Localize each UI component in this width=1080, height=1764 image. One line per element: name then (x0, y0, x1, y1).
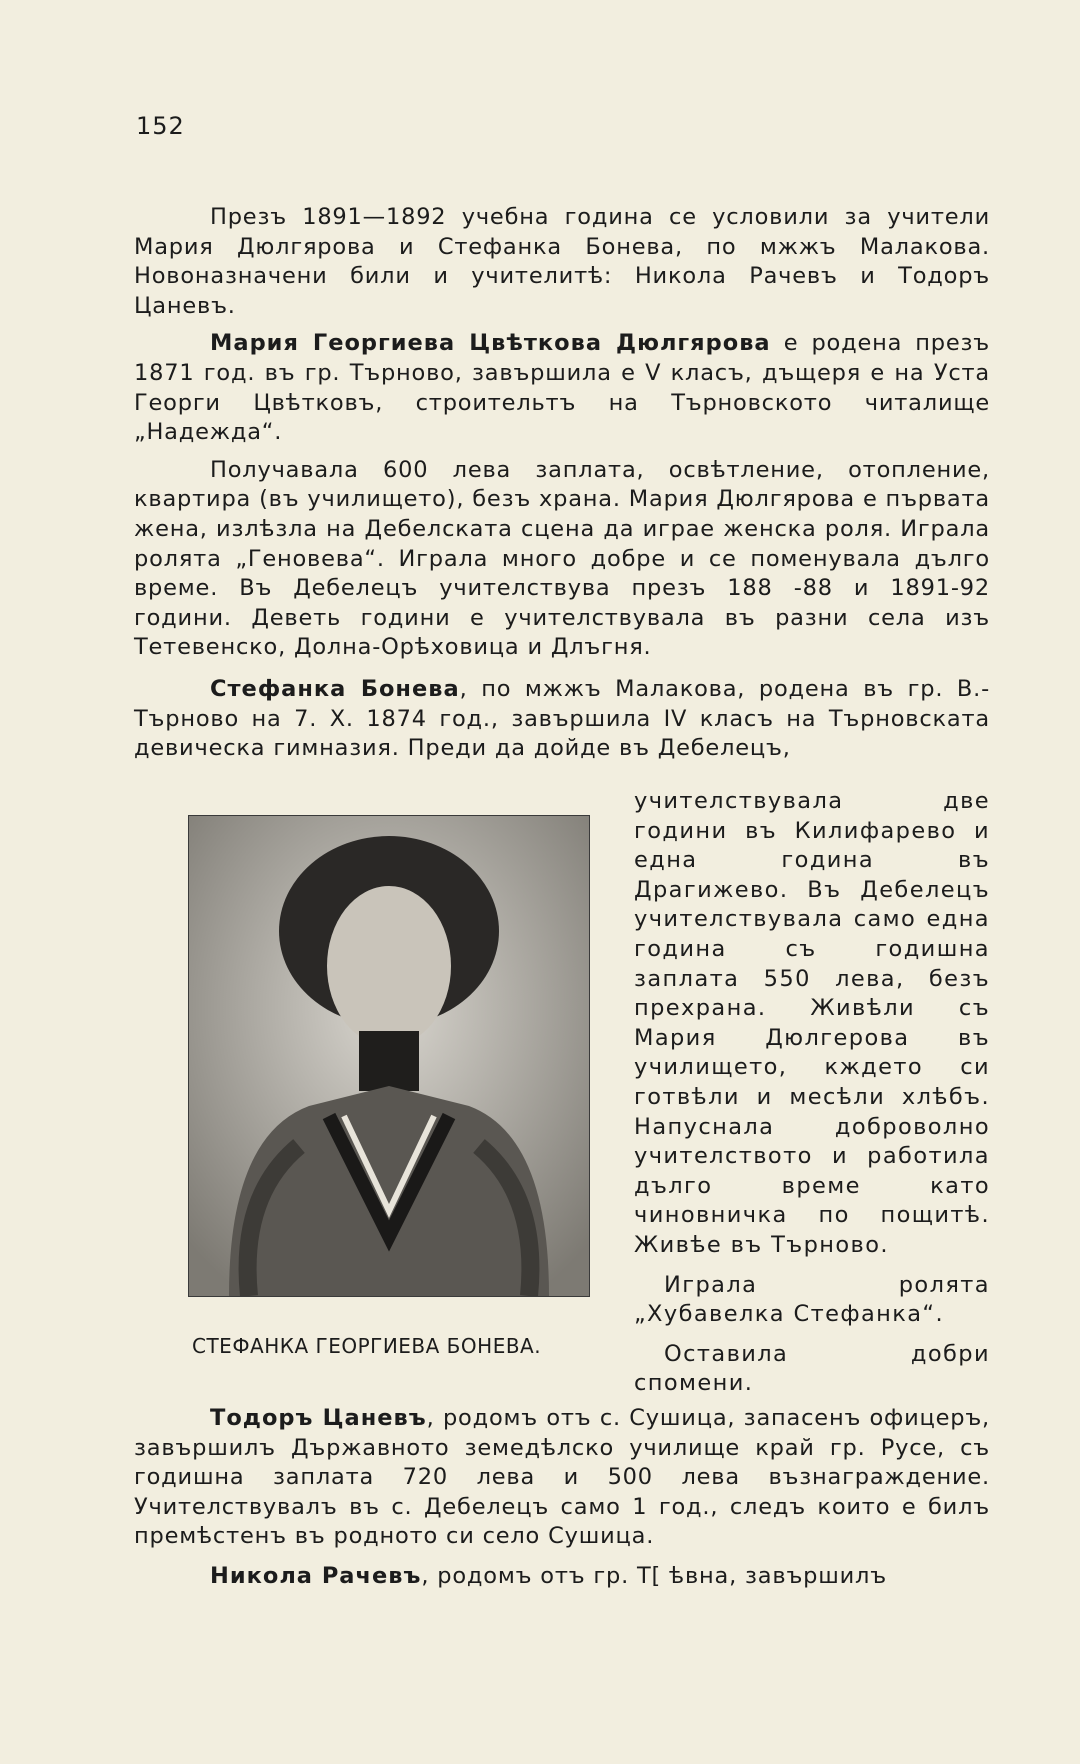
paragraph-1: Презъ 1891—1892 учебна година се условили за учители Мария Дюлгярова и Стефанка Бонева, по мжжъ Малакова. Новоназначени били и учителитѣ: Никола Рачевъ и Тодоръ Цаневъ. (134, 204, 990, 319)
paragraph-6-text: , родомъ отъ гр. Т[ ѣвна, завършилъ (421, 1562, 887, 1589)
paragraph-4-text: , по мжжъ Малакова, родена въ гр. В.-Търново на 7. Х. 1874 год., завършила IV класъ на Търновската девическа гимназия. Преди да дойде въ Дебелецъ, (134, 675, 990, 762)
portrait-image (189, 816, 589, 1296)
photo-caption: СТЕФАНКА ГЕОРГИЕВА БОНЕВА. (192, 1334, 542, 1358)
paragraph-5 (134, 1404, 990, 1552)
person-name: Тодоръ Цаневъ (210, 1405, 427, 1431)
paragraph-5-text: , родомъ отъ с. Сушица, запасенъ офицеръ, завършилъ Държавното земедѣлско училище край гр. Русе, съ годишна заплата 720 лева и 500 лева възнаграждение. Учителствувалъ въ с. Дебелецъ само 1 год., следъ които е билъ премѣстенъ въ родното си село Сушица. (134, 1405, 990, 1550)
person-name: Мария Георгиева Цвѣткова Дюлгярова (210, 330, 771, 357)
side-column (634, 787, 990, 1399)
side-paragraph-2: Играла ролята „Хубавелка Стефанка“. (634, 1271, 990, 1328)
paragraph-4 (134, 675, 990, 764)
paragraph-3: Получавала 600 лева заплата, освѣтление, отопление, квартира (въ училището), безъ храна. Мария Дюлгярова е първата жена, излѣзла на Дебелската сцена да играе женска роля. Играла ролята „Геновева“. Играла много добре и се поменувала дълго време. Въ Дебелецъ учителствува презъ 188 -88 и 1891-92 години. Деветь години е учителствувала въ разни села изъ Тетевенско, Долна-Орѣховица и Длъгня. (134, 456, 990, 661)
paragraph-2 (134, 329, 990, 447)
person-name: Никола Рачевъ (210, 1562, 422, 1589)
portrait-photo (188, 815, 590, 1297)
side-paragraph-1: учителствувала две години въ Килифарево и една година въ Драгижево. Въ Дебелецъ учителствувала само една година съ годишна заплата 550 лева, безъ прехрана. Живѣли съ Мария Дюлгерова въ училището, кждето си готвѣли и месѣли хлѣбъ. Напуснала доброволно учителството и работила дълго време като чиновничка по пощитѣ. Живѣе въ Търново. (634, 788, 990, 1258)
paragraph-6 (134, 1562, 990, 1592)
side-paragraph-3: Оставила добри спомени. (634, 1340, 990, 1397)
paragraph-2-text: е родена презъ 1871 год. въ гр. Търново, завършила е V класъ, дъщеря е на Уста Георги Цвѣтковъ, строительтъ на Търновското читалище „Надежда“. (134, 330, 990, 446)
person-name: Стефанка Бонева (210, 675, 460, 702)
page-number: 152 (136, 112, 185, 140)
text-block-top (134, 203, 990, 764)
text-block-bottom (134, 1404, 990, 1592)
